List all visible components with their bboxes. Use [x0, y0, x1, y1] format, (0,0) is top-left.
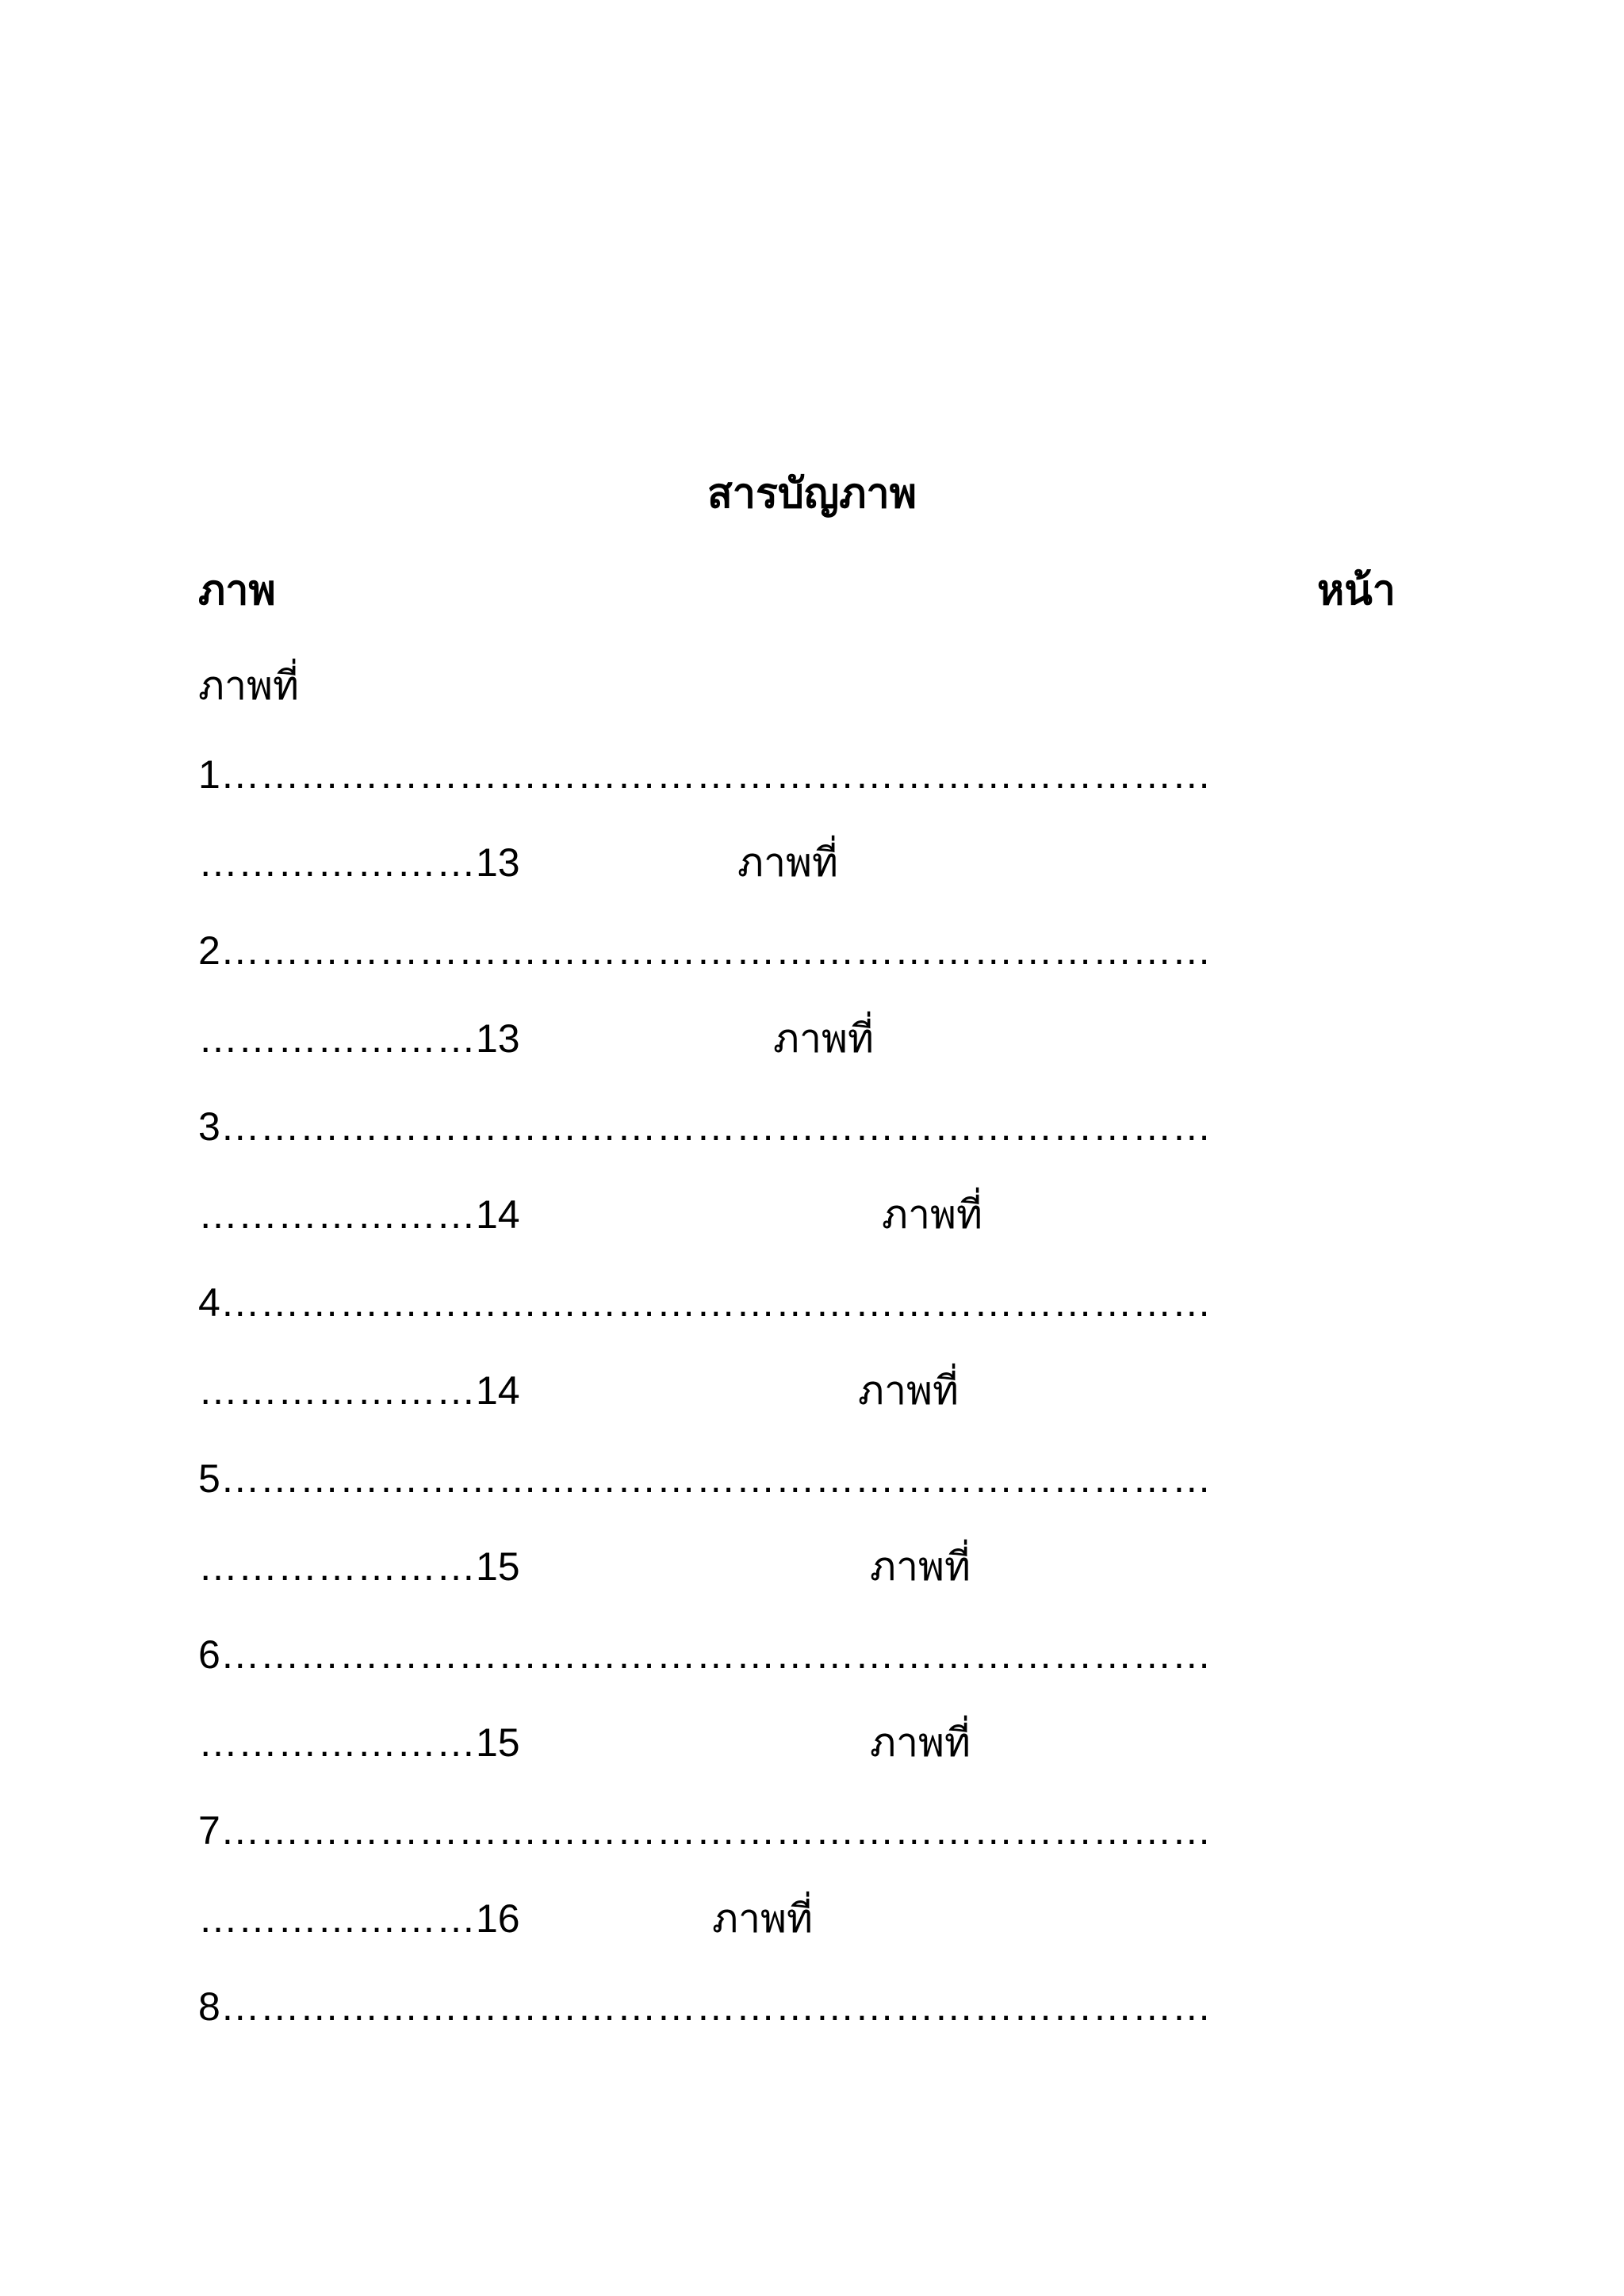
- page-title: สารบัญภาพ: [707, 471, 917, 517]
- entry-next-label: ภาพที่: [858, 1368, 959, 1413]
- entry-page-line: …………………13: [198, 840, 520, 885]
- entry-next-label: ภาพที่: [882, 1192, 982, 1237]
- entry-number-line: 4…………………………………………………………………: [198, 1280, 1212, 1325]
- entry-page-line: …………………14: [198, 1192, 520, 1237]
- entry-number-line: 2…………………………………………………………………: [198, 928, 1212, 973]
- entry-page-line: …………………16: [198, 1896, 520, 1941]
- entry-next-label: ภาพที่: [870, 1720, 971, 1765]
- entry-next-label: ภาพที่: [773, 1016, 874, 1061]
- column-header-figure: ภาพ: [198, 568, 276, 614]
- entry-number-line: 8…………………………………………………………………: [198, 1984, 1212, 2029]
- entry-number-line: 7…………………………………………………………………: [198, 1808, 1212, 1853]
- intro-label: ภาพที่: [198, 664, 299, 708]
- column-header-page: หน้า: [1316, 568, 1396, 614]
- entry-page-line: …………………13: [198, 1016, 520, 1061]
- entry-next-label: ภาพที่: [870, 1544, 971, 1589]
- entry-number-line: 3…………………………………………………………………: [198, 1104, 1212, 1149]
- entry-next-label: ภาพที่: [737, 840, 838, 885]
- entry-number-line: 5…………………………………………………………………: [198, 1456, 1212, 1501]
- entry-next-label: ภาพที่: [712, 1896, 813, 1941]
- entry-page-line: …………………15: [198, 1544, 520, 1589]
- entry-page-line: …………………15: [198, 1720, 520, 1765]
- entry-number-line: 6…………………………………………………………………: [198, 1632, 1212, 1677]
- entry-number-line: 1…………………………………………………………………: [198, 752, 1212, 797]
- entry-page-line: …………………14: [198, 1368, 520, 1413]
